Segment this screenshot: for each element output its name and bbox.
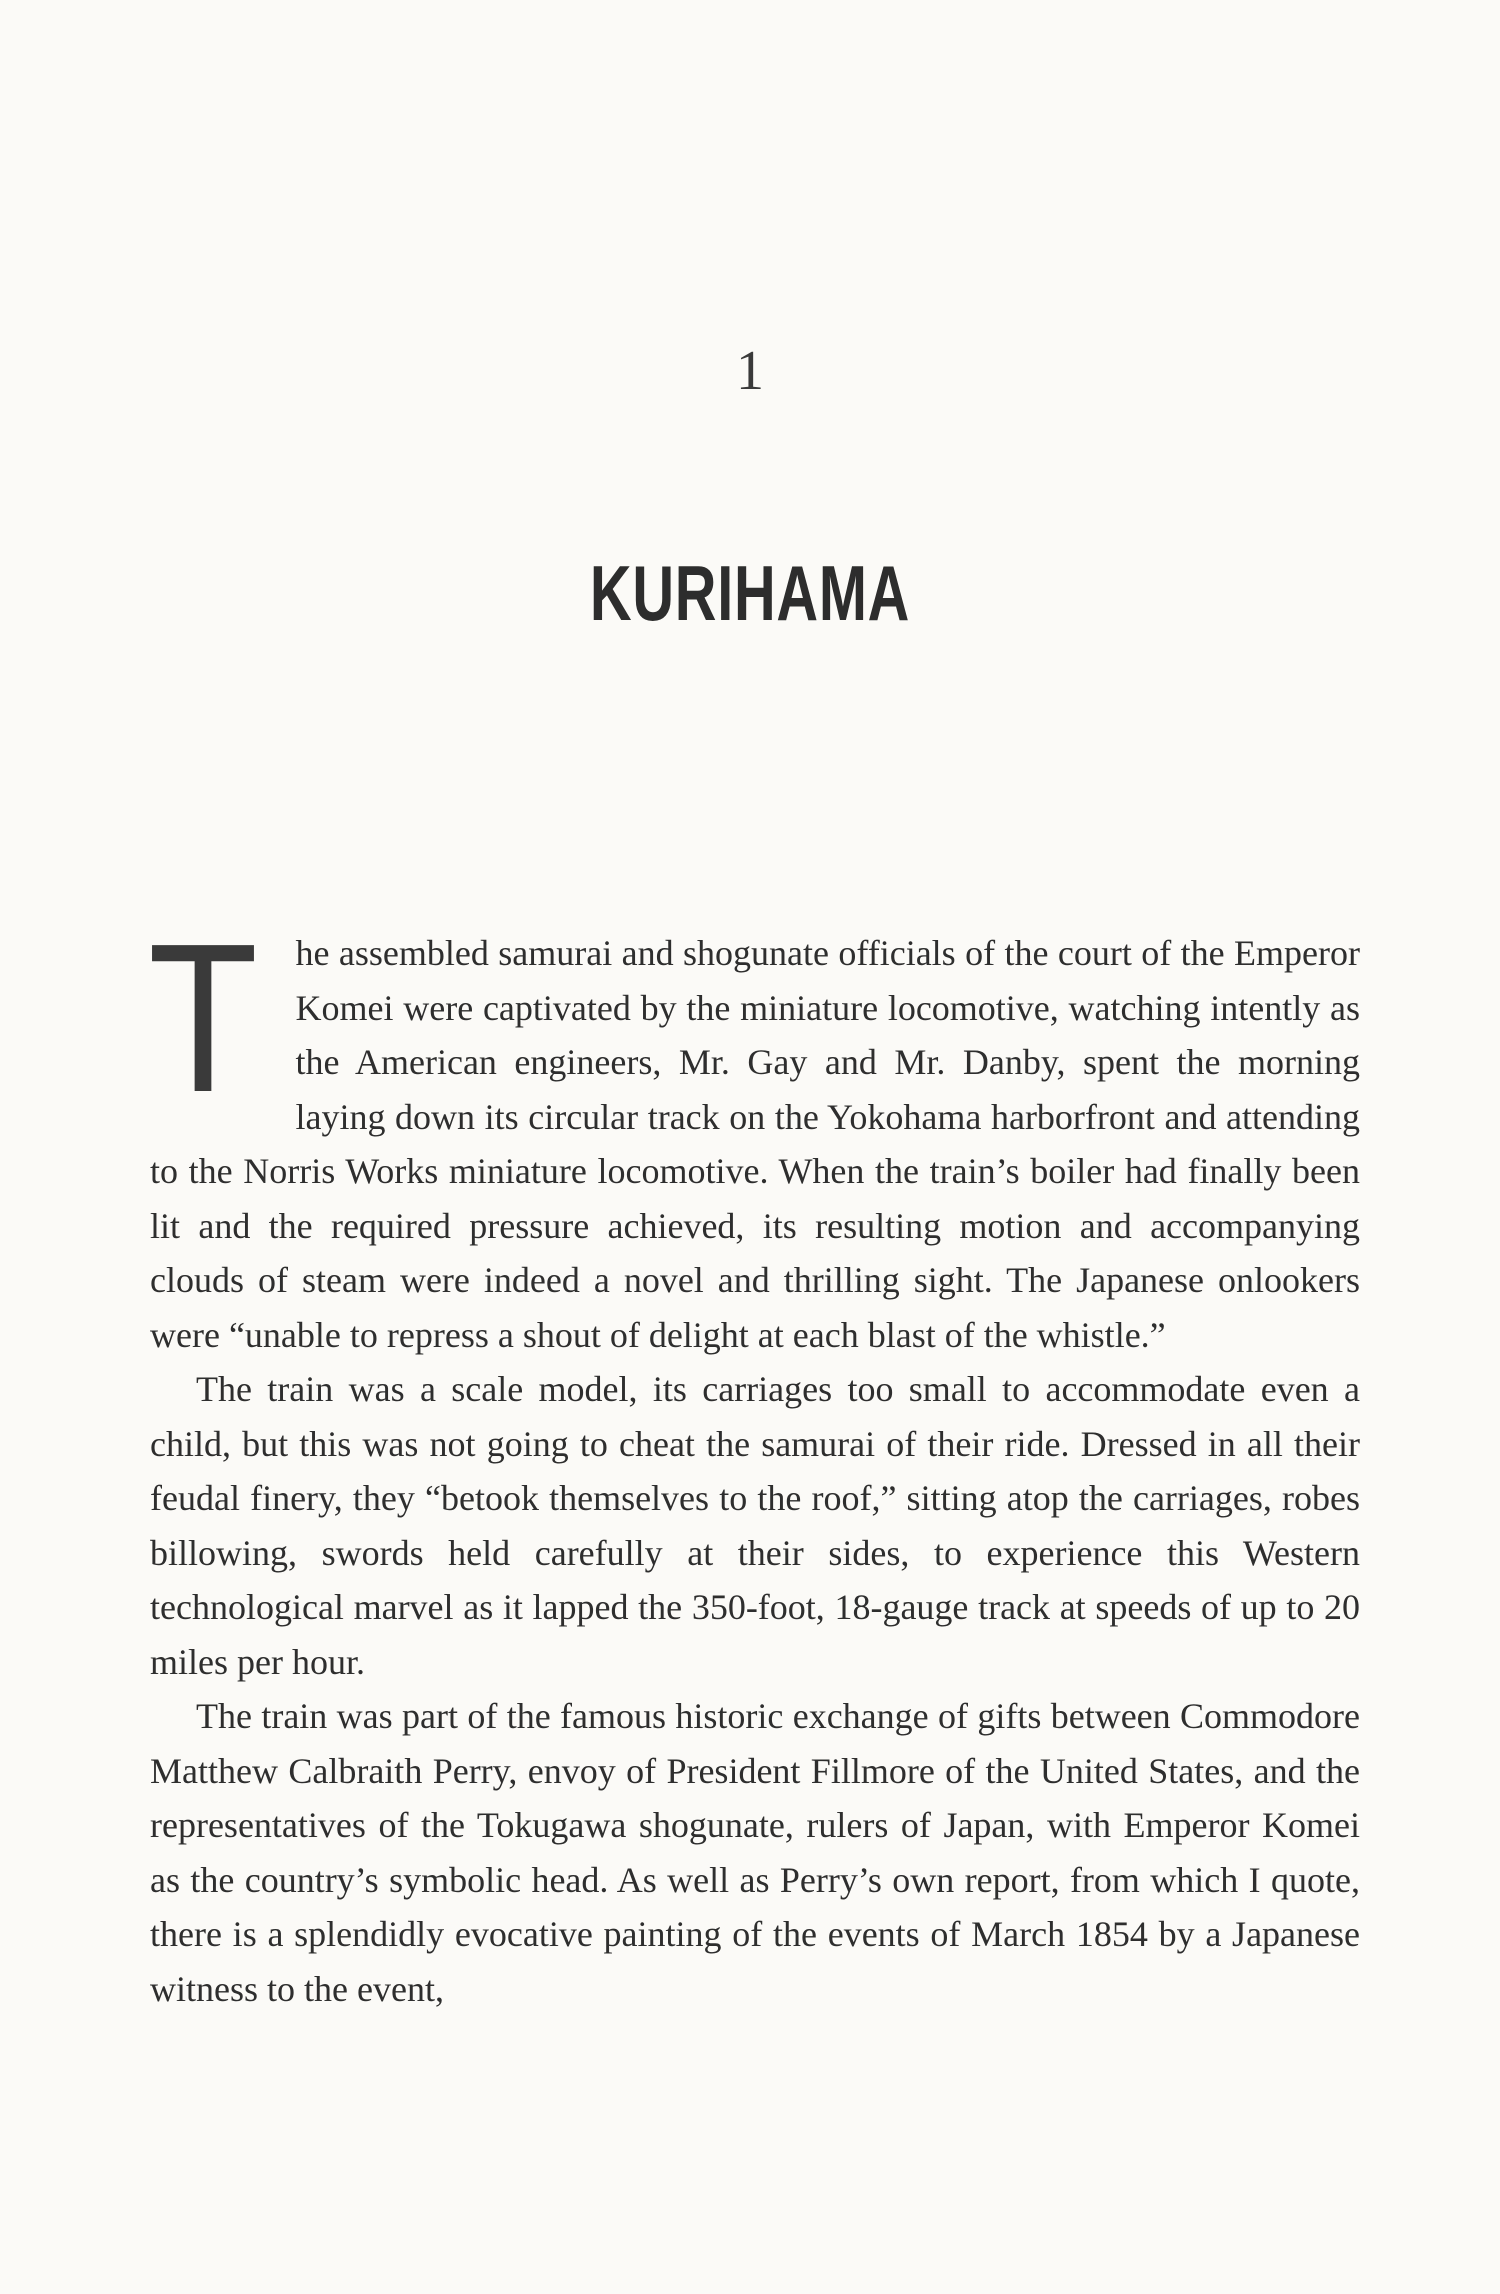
chapter-number: 1 (736, 340, 764, 402)
paragraph-1 (148, 899, 1360, 1362)
paragraph-2: The train was a scale model, its carriages too small to accommodate even a child, but this was not going to cheat the samurai of their ride. Dressed in all their feudal finery, they “betook themselves to the roof,” sitting atop the carriages, robes billowing, swords held carefully at their sides, to experience this Western technological marvel as it lapped the 350-foot, 18-gauge track at speeds of up to 20 miles per hour. (150, 1369, 1360, 1682)
drop-cap: T (148, 899, 259, 1136)
paragraph-3: The train was part of the famous historic exchange of gifts between Commodore Matthew Calbraith Perry, envoy of President Fillmore of the United States, and the representatives of the Tokugawa shogunate, rulers of Japan, with Emperor Komei as the country’s symbolic head. As well as Perry’s own report, from which I quote, there is a splendidly evocative painting of the events of March 1854 by a Japanese witness to the event, (150, 1696, 1360, 2009)
paragraph-1-text: he assembled samurai and shogunate officials of the court of the Emperor Komei were captivated by the miniature locomotive, watching intently as the American engineers, Mr. Gay and Mr. Danby, spent the morning laying down its circular track on the Yokohama harborfront and attending to the Norris Works miniature locomotive. When the train’s boiler had finally been lit and the required pressure achieved, its resulting motion and accompanying clouds of steam were indeed a novel and thrilling sight. The Japanese onlookers were “unable to repress a shout of delight at each blast of the whistle.” (150, 933, 1360, 1355)
chapter-title: KURIHAMA (589, 549, 911, 637)
chapter-body (148, 899, 1360, 2016)
